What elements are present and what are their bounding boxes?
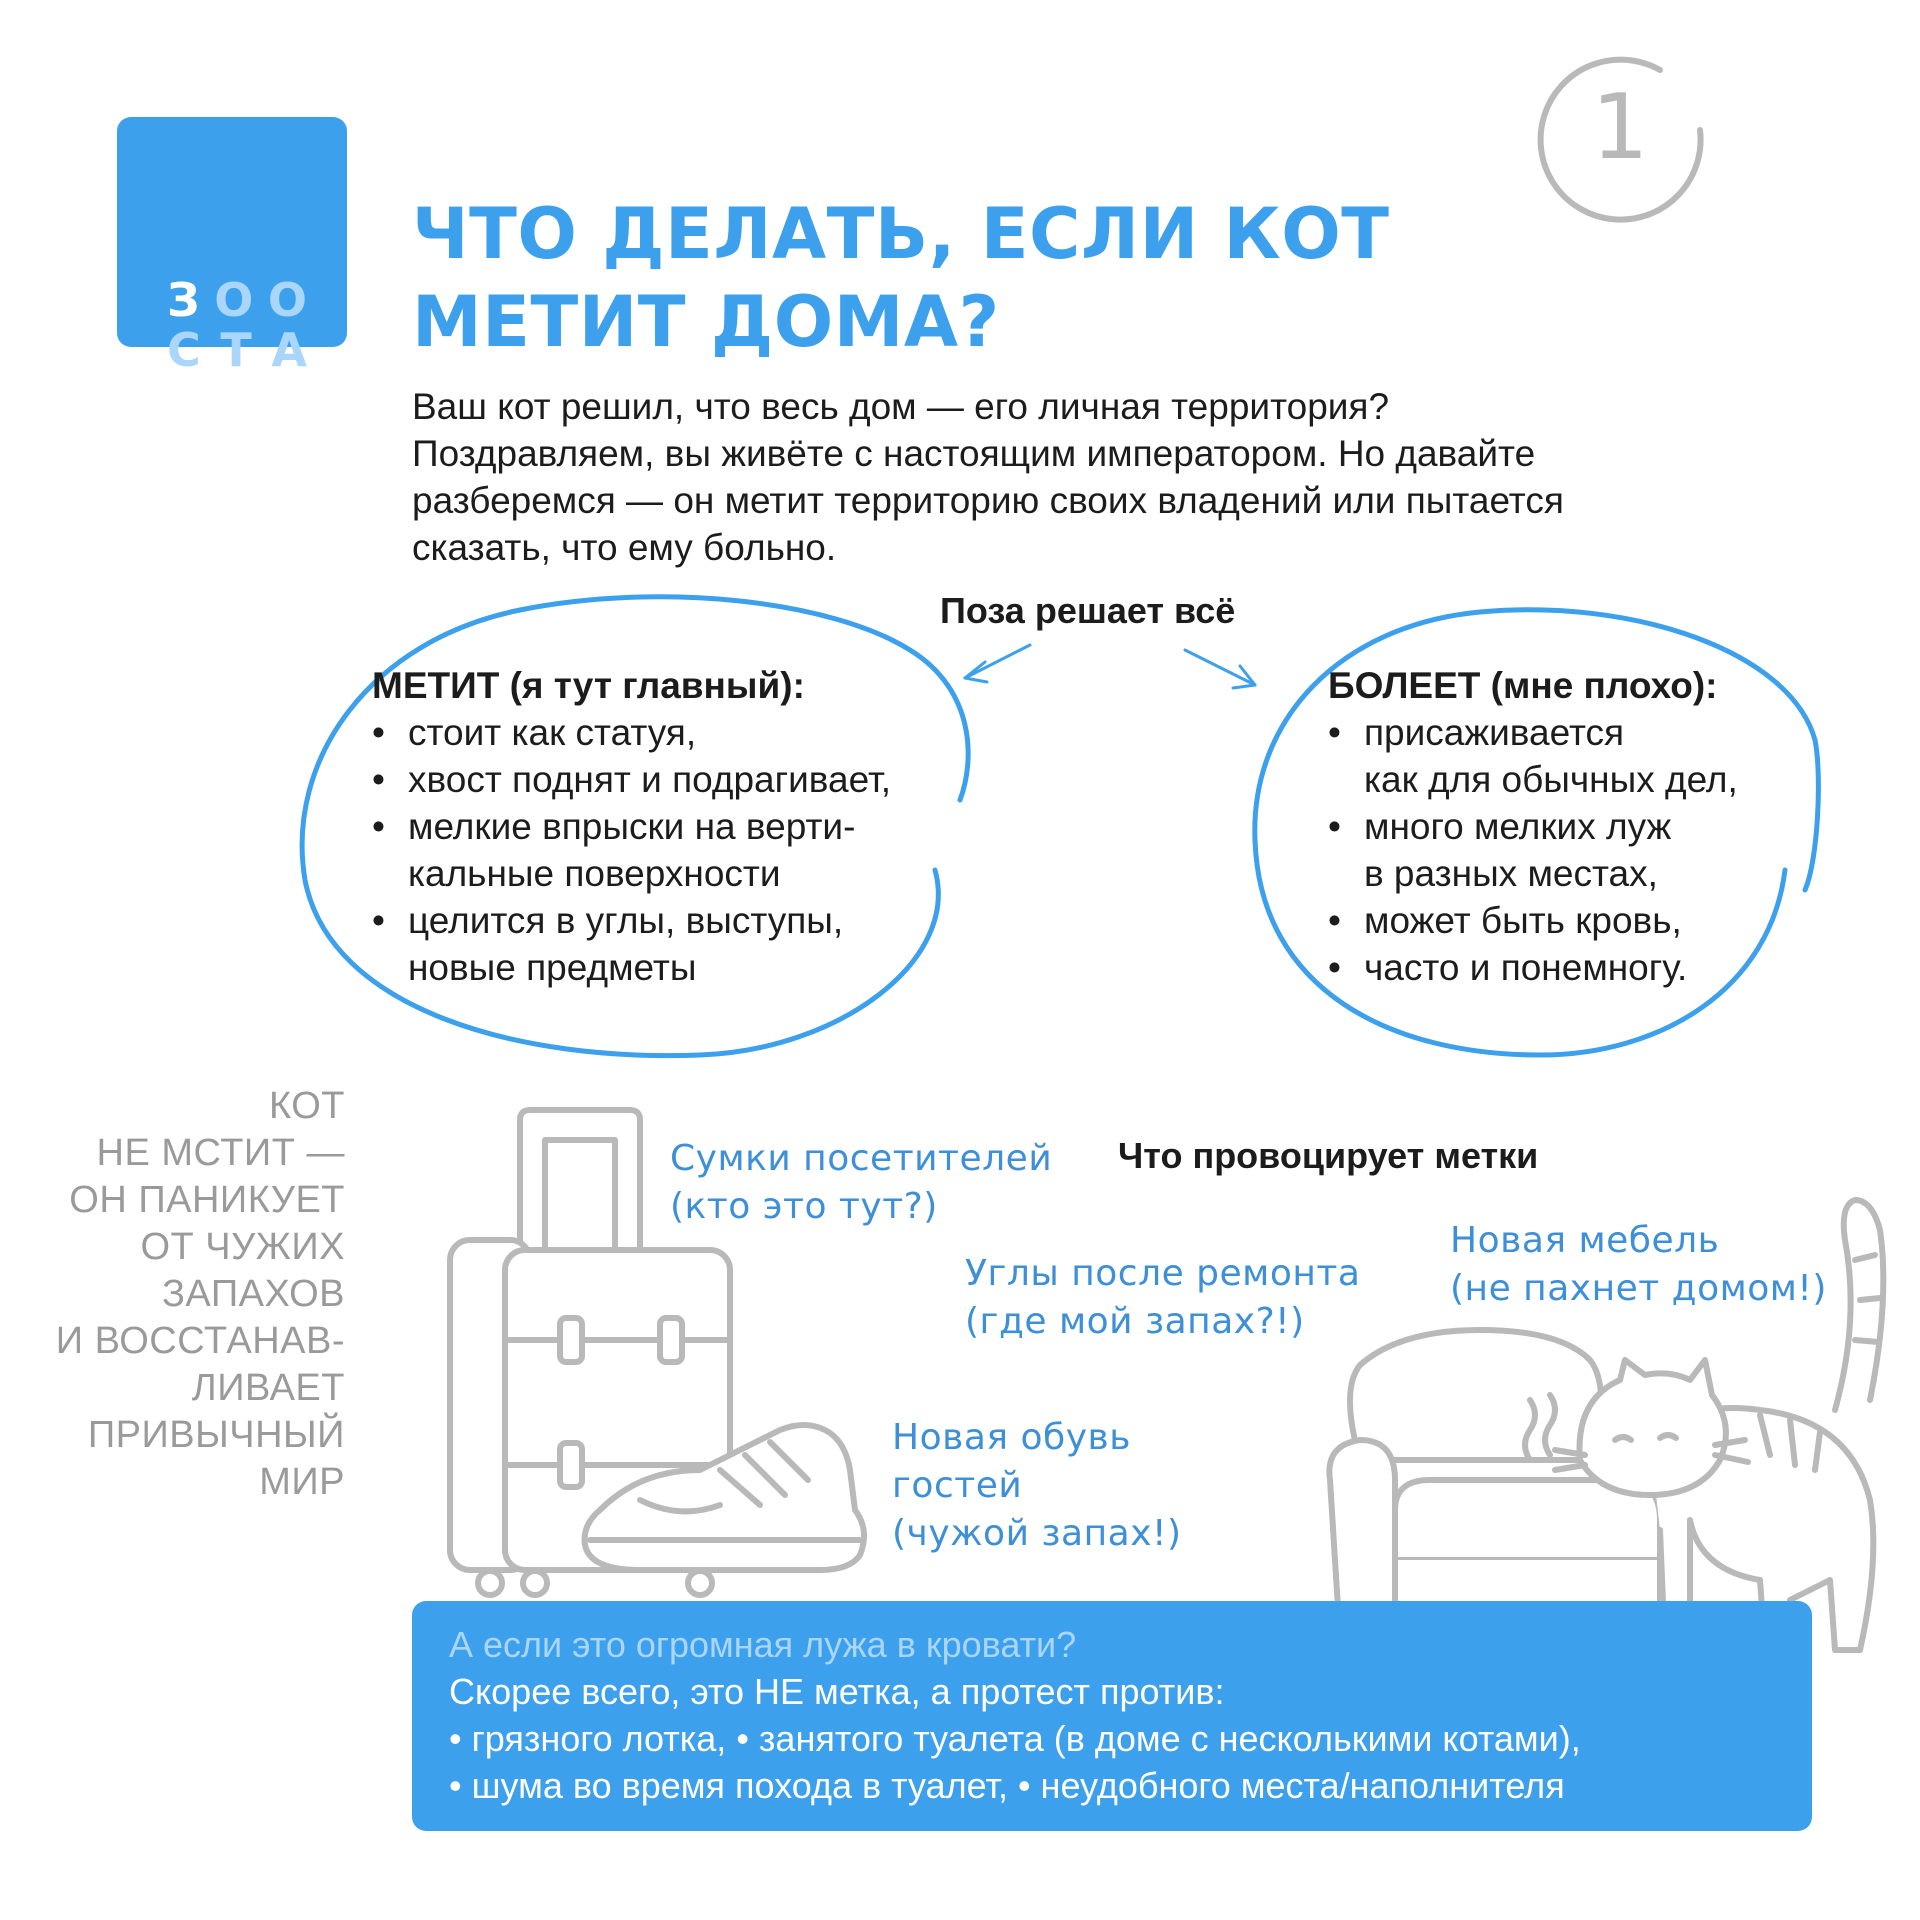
note-line: Углы после ремонта <box>965 1253 1361 1294</box>
note-line: (кто это тут?) <box>670 1186 938 1227</box>
sick-title: БОЛЕЕТ (мне плохо): <box>1328 665 1718 706</box>
banner-line: • грязного лотка, • занятого туалета (в доме с несколькими котами), <box>449 1718 1581 1759</box>
side-quote-line: И ВОССТАНАВ- <box>55 1320 345 1362</box>
zoostatus-logo <box>117 117 347 427</box>
bullet: • <box>1328 900 1341 941</box>
note-new-furniture <box>1450 1217 1870 1313</box>
list-item <box>1328 803 1908 897</box>
note-guest-shoes <box>892 1414 1222 1558</box>
list-item <box>372 709 992 756</box>
note-line: (чужой запах!) <box>892 1513 1182 1554</box>
bullet: • <box>372 900 385 941</box>
list-item-text: стоит как статуя, <box>408 712 697 753</box>
note-line: (где мой запах?!) <box>965 1301 1305 1342</box>
side-quote <box>20 1083 345 1506</box>
list-item <box>1328 709 1908 803</box>
sick-bubble <box>1328 662 1908 991</box>
logo-letter: Т <box>167 373 199 427</box>
logo-row-2 <box>167 323 307 377</box>
bullet: • <box>1328 947 1341 988</box>
triggers-title: Что провоцирует метки <box>1118 1135 1539 1176</box>
side-quote-line: НЕ МСТИТ — <box>96 1132 345 1174</box>
bed-puddle-banner <box>412 1601 1812 1831</box>
page-title <box>412 190 1612 366</box>
list-item-text: может быть кровь, <box>1364 900 1682 941</box>
sick-list <box>1328 709 1908 991</box>
bullet: • <box>372 806 385 847</box>
page-number-text: 1 <box>1591 75 1649 180</box>
list-item-text: мелкие впрыски на верти- <box>408 806 856 847</box>
marking-bubble <box>372 662 992 991</box>
side-quote-line: МИР <box>259 1461 345 1503</box>
note-line: (не пахнет домом!) <box>1450 1268 1827 1309</box>
list-item-continuation: в разных местах, <box>1364 853 1658 894</box>
page-number <box>1540 48 1700 208</box>
list-item <box>1328 944 1908 991</box>
banner-text <box>449 1668 1809 1809</box>
logo-letter: О <box>214 273 254 327</box>
note-renovated-corners <box>965 1250 1385 1346</box>
logo-letter: У <box>218 373 254 427</box>
logo-letter: А <box>271 323 307 377</box>
logo-letter: Т <box>220 323 252 377</box>
bullet: • <box>372 712 385 753</box>
list-item <box>372 897 992 991</box>
marking-title: МЕТИТ (я тут главный): <box>372 665 805 706</box>
list-item-continuation: как для обычных дел, <box>1364 759 1738 800</box>
note-line: Новая обувь <box>892 1417 1131 1458</box>
banner-question: А если это огромная лужа в кровати? <box>449 1624 1077 1665</box>
side-quote-line: ОН ПАНИКУЕТ <box>69 1179 345 1221</box>
intro-line: Поздравляем, вы живёте с настоящим императором. Но давайте <box>412 433 1536 474</box>
list-item-continuation: новые предметы <box>408 947 697 988</box>
list-item-text: часто и понемногу. <box>1364 947 1688 988</box>
banner-line: Скорее всего, это НЕ метка, а протест против: <box>449 1671 1225 1712</box>
side-quote-line: ЗАПАХОВ <box>161 1273 345 1315</box>
title-line-2: МЕТИТ ДОМА? <box>412 281 1000 363</box>
list-item-text: присаживается <box>1364 712 1625 753</box>
list-item-continuation: кальные поверхности <box>408 853 781 894</box>
marking-list <box>372 709 992 991</box>
title-line-1: ЧТО ДЕЛАТЬ, ЕСЛИ КОТ <box>412 193 1390 275</box>
note-line: Новая мебель <box>1450 1220 1720 1261</box>
bullet: • <box>372 759 385 800</box>
pose-label: Поза решает всё <box>940 590 1236 631</box>
logo-letter: О <box>267 273 307 327</box>
list-item-text: хвост поднят и подрагивает, <box>408 759 892 800</box>
list-item <box>372 803 992 897</box>
logo-letter: С <box>273 373 307 427</box>
banner-line: • шума во время похода в туалет, • неудобного места/наполнителя <box>449 1765 1565 1806</box>
list-item-text: целится в углы, выступы, <box>408 900 844 941</box>
bullet: • <box>1328 806 1341 847</box>
logo-row-3 <box>167 373 307 427</box>
logo-row-1 <box>167 273 307 327</box>
bullet: • <box>1328 712 1341 753</box>
side-quote-line: ОТ ЧУЖИХ <box>140 1226 345 1268</box>
side-quote-line: КОТ <box>269 1085 345 1127</box>
intro-line: Ваш кот решил, что весь дом — его личная территория? <box>412 386 1390 427</box>
list-item <box>1328 897 1908 944</box>
note-line: гостей <box>892 1465 1023 1506</box>
logo-letter: З <box>167 273 200 327</box>
arrow-right-icon <box>1185 650 1255 688</box>
side-quote-line: ЛИВАЕТ <box>191 1367 345 1409</box>
note-visitor-bags <box>670 1135 1090 1231</box>
intro-paragraph <box>412 383 1792 571</box>
intro-line: сказать, что ему больно. <box>412 527 837 568</box>
intro-line: разберемся — он метит территорию своих владений или пытается <box>412 480 1564 521</box>
side-quote-line: ПРИВЫЧНЫЙ <box>87 1414 345 1456</box>
list-item-text: много мелких луж <box>1364 806 1672 847</box>
logo-letter: С <box>167 323 201 377</box>
note-line: Сумки посетителей <box>670 1138 1053 1179</box>
list-item <box>372 756 992 803</box>
